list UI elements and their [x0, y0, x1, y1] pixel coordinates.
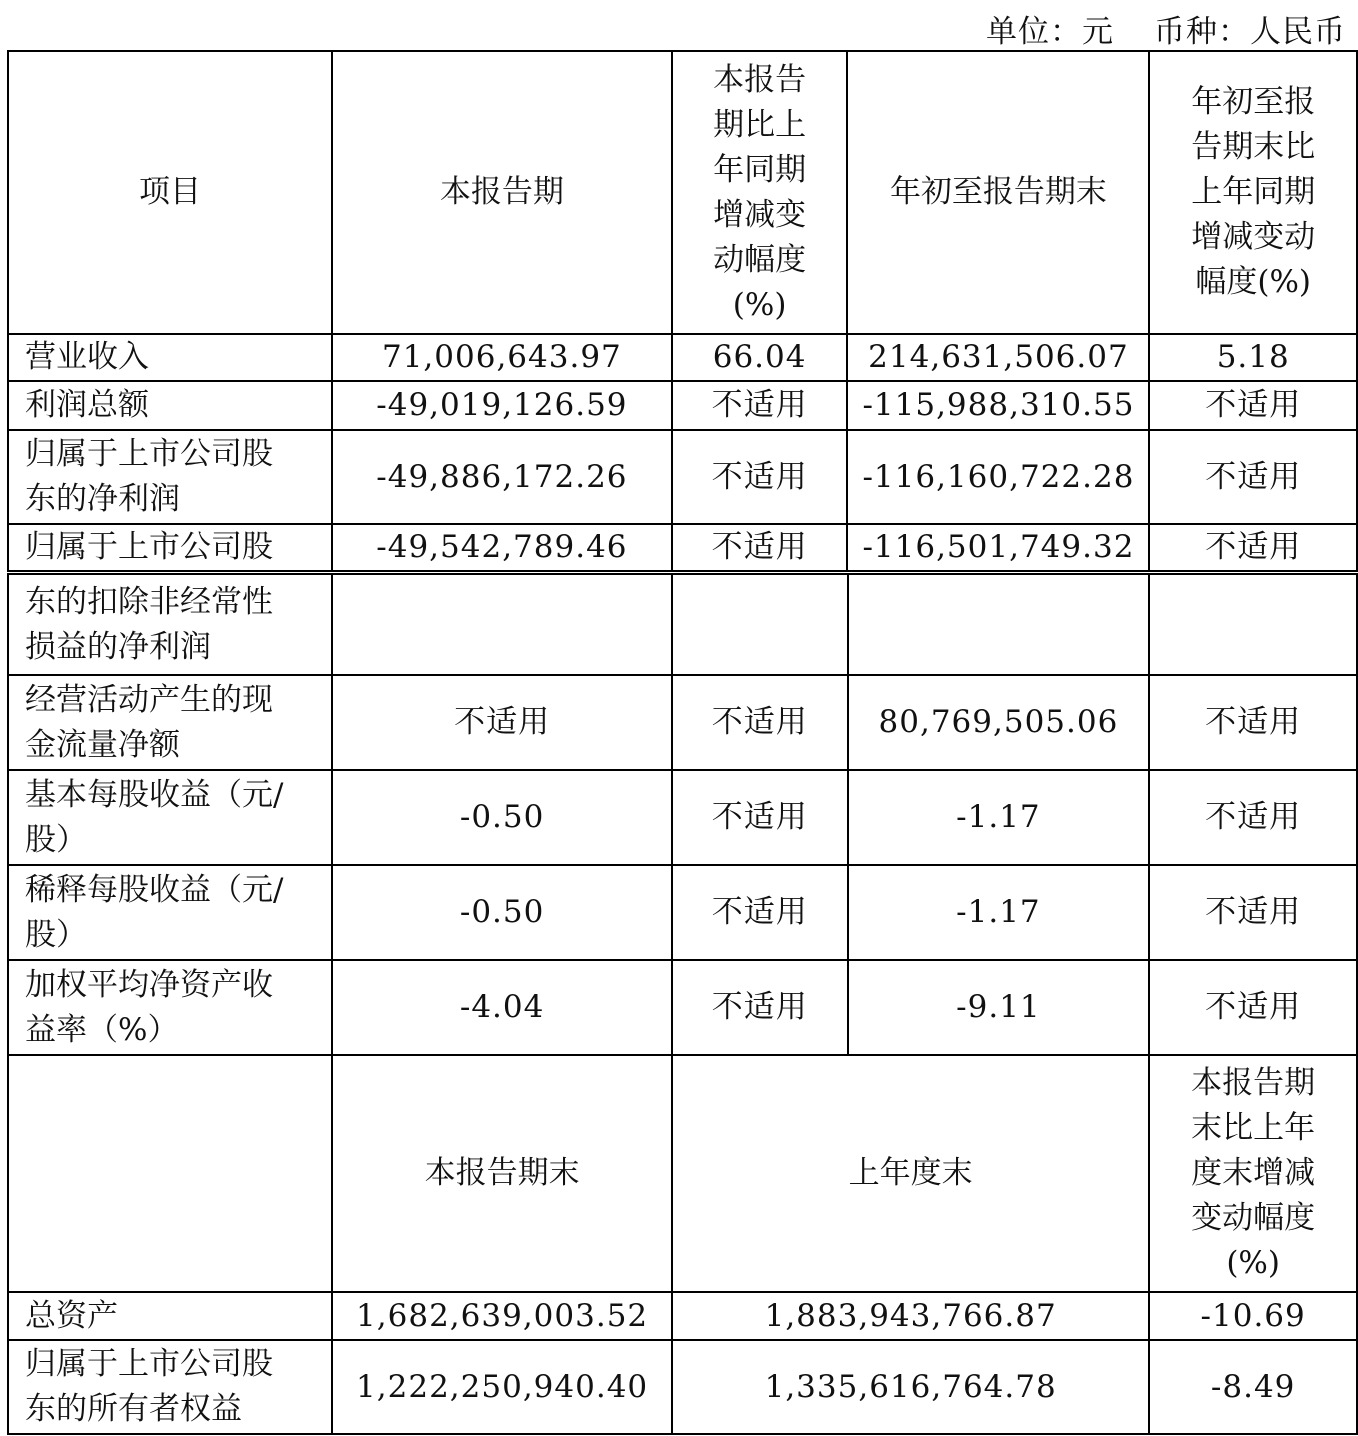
header-period-end: 本报告期末: [332, 1055, 672, 1292]
table-row: [8, 334, 1357, 381]
row-current: -49,886,172.26: [332, 430, 672, 524]
row-current: 71,006,643.97: [332, 334, 672, 381]
row-ytd-change: 不适用: [1149, 675, 1357, 770]
row-item: 总资产: [8, 1292, 332, 1340]
row-change: 不适用: [672, 960, 848, 1055]
row-ytd-change: 不适用: [1149, 430, 1357, 524]
table-header-row: [8, 51, 1357, 334]
row-item: 利润总额: [8, 381, 332, 430]
row-change: 不适用: [672, 381, 848, 430]
table-row: [8, 1340, 1357, 1434]
header-ytd-change: 年初至报 告期末比 上年同期 增减变动 幅度(%): [1149, 51, 1357, 334]
header-prior-year-end: 上年度末: [672, 1055, 1149, 1292]
table-row: [8, 675, 1357, 770]
financial-table-top: [7, 50, 1358, 572]
row-prior-year-end: 1,335,616,764.78: [672, 1340, 1149, 1434]
row-current: -49,542,789.46: [332, 524, 672, 571]
row-change: -10.69: [1149, 1292, 1357, 1340]
row-change: 不适用: [672, 865, 848, 960]
row-prior-year-end: 1,883,943,766.87: [672, 1292, 1149, 1340]
row-change: 66.04: [672, 334, 848, 381]
financial-table-bottom: [7, 573, 1358, 1435]
row-current: -49,019,126.59: [332, 381, 672, 430]
row-ytd: 80,769,505.06: [848, 675, 1150, 770]
header-period-end-change: 本报告期 末比上年 度末增减 变动幅度 (%): [1149, 1055, 1357, 1292]
row-current: -0.50: [332, 770, 672, 865]
row-period-end: 1,682,639,003.52: [332, 1292, 672, 1340]
unit-label: 单位：元: [986, 14, 1114, 50]
row-change: 不适用: [672, 524, 848, 571]
unit-note: [986, 6, 1346, 51]
header-item: 项目: [8, 51, 332, 334]
row-change: 不适用: [672, 770, 848, 865]
balance-header-item: [8, 1055, 332, 1292]
row-item: 加权平均净资产收 益率（%）: [8, 960, 332, 1055]
row-ytd-change: 不适用: [1149, 960, 1357, 1055]
row-item: 归属于上市公司股: [8, 524, 332, 571]
table-row: [8, 865, 1357, 960]
row-ytd: 214,631,506.07: [847, 334, 1149, 381]
row-ytd: -9.11: [848, 960, 1150, 1055]
row-change: [672, 574, 848, 675]
header-current-period: 本报告期: [332, 51, 672, 334]
row-item: 归属于上市公司股 东的净利润: [8, 430, 332, 524]
row-current: [332, 574, 672, 675]
table-row: [8, 1292, 1357, 1340]
row-change: -8.49: [1149, 1340, 1357, 1434]
row-current: -4.04: [332, 960, 672, 1055]
row-ytd-change: 不适用: [1149, 770, 1357, 865]
row-ytd-change: 不适用: [1149, 381, 1357, 430]
row-ytd: -1.17: [848, 770, 1150, 865]
table-row: [8, 770, 1357, 865]
table-row: [8, 574, 1357, 675]
table-row: [8, 381, 1357, 430]
row-item: 稀释每股收益（元/ 股）: [8, 865, 332, 960]
table-row: [8, 430, 1357, 524]
row-ytd: -116,160,722.28: [847, 430, 1149, 524]
row-item: 基本每股收益（元/ 股）: [8, 770, 332, 865]
header-ytd: 年初至报告期末: [847, 51, 1149, 334]
row-ytd: -1.17: [848, 865, 1150, 960]
row-ytd: [848, 574, 1150, 675]
row-item: 营业收入: [8, 334, 332, 381]
row-item: 东的扣除非经常性 损益的净利润: [8, 574, 332, 675]
currency-label: 币种：人民币: [1154, 14, 1346, 50]
balance-header-row: [8, 1055, 1357, 1292]
row-ytd: -116,501,749.32: [847, 524, 1149, 571]
row-change: 不适用: [672, 675, 848, 770]
header-change: 本报告 期比上 年同期 增减变 动幅度 (%): [672, 51, 848, 334]
table-row: [8, 524, 1357, 571]
row-item: 经营活动产生的现 金流量净额: [8, 675, 332, 770]
row-ytd-change: 不适用: [1149, 524, 1357, 571]
row-change: 不适用: [672, 430, 848, 524]
row-ytd-change: 5.18: [1149, 334, 1357, 381]
row-ytd: -115,988,310.55: [847, 381, 1149, 430]
row-item: 归属于上市公司股 东的所有者权益: [8, 1340, 332, 1434]
row-current: 不适用: [332, 675, 672, 770]
row-ytd-change: [1149, 574, 1357, 675]
table-row: [8, 960, 1357, 1055]
row-ytd-change: 不适用: [1149, 865, 1357, 960]
row-current: -0.50: [332, 865, 672, 960]
row-period-end: 1,222,250,940.40: [332, 1340, 672, 1434]
